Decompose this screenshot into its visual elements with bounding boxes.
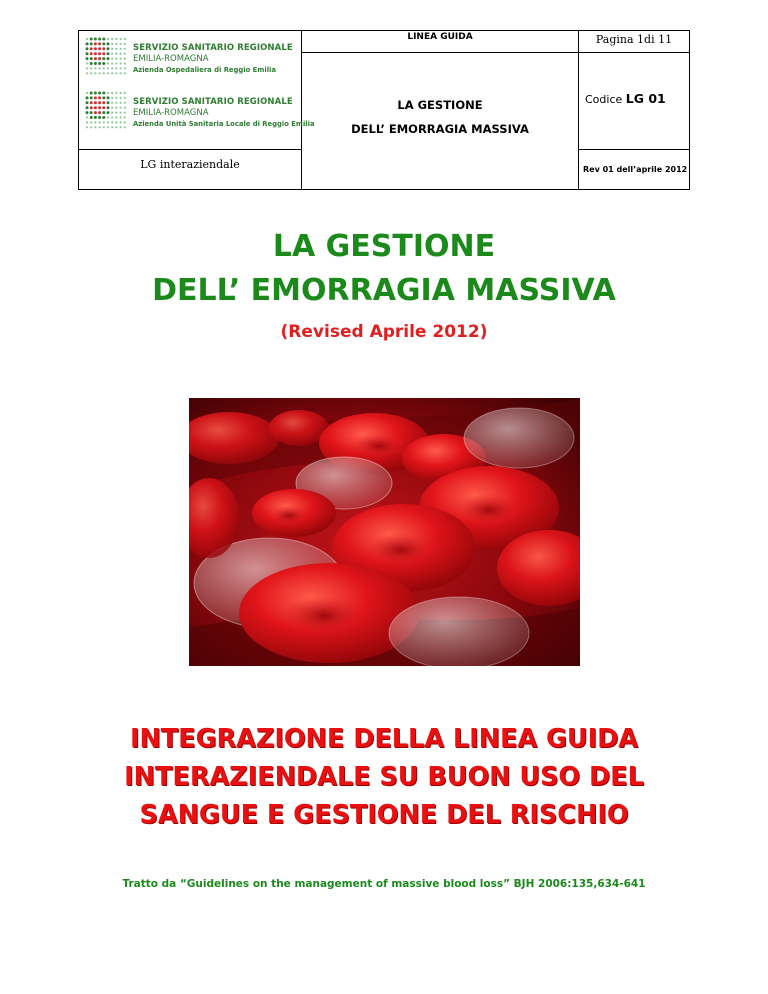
header-title-line2: DELL’ EMORRAGIA MASSIVA bbox=[351, 122, 529, 137]
page-number: Pagina 1di 11 bbox=[595, 33, 673, 46]
blood-cells-illustration bbox=[189, 398, 580, 666]
integration-title-line2: INTERAZIENDALE SU BUON USO DEL bbox=[124, 762, 644, 792]
logo2-line3: Azienda Unità Sanitaria Locale di Reggio Emilia bbox=[133, 120, 315, 128]
lg-interaziendale-cell bbox=[79, 149, 302, 189]
logo1-line3: Azienda Ospedaliera di Reggio Emilia bbox=[133, 66, 276, 74]
source-citation: Tratto da “Guidelines on the management of massive blood loss” BJH 2006:135,634-641 bbox=[122, 878, 646, 890]
logo-azienda-usl bbox=[85, 91, 315, 141]
code-label: Codice bbox=[585, 93, 623, 107]
header-title-line1: LA GESTIONE bbox=[397, 98, 483, 113]
revision-info: Rev 01 dell’aprile 2012 bbox=[583, 164, 688, 174]
codice-cell bbox=[579, 53, 690, 150]
regional-logo-icon bbox=[85, 37, 127, 77]
doc-title-cell bbox=[302, 53, 579, 190]
logos-cell bbox=[79, 31, 315, 150]
lg-interaziendale: LG interaziendale bbox=[140, 157, 240, 171]
main-title-line2: DELL’ EMORRAGIA MASSIVA bbox=[152, 273, 616, 308]
main-title-line1: LA GESTIONE bbox=[272, 229, 496, 264]
regional-logo-icon bbox=[85, 91, 127, 131]
logo-azienda-ospedaliera bbox=[85, 37, 299, 87]
pagina-cell bbox=[579, 31, 690, 53]
revised-date: (Revised Aprile 2012) bbox=[280, 322, 488, 342]
integration-title-line3: SANGUE E GESTIONE DEL RISCHIO bbox=[139, 800, 629, 830]
integration-title-line1: INTEGRAZIONE DELLA LINEA GUIDA bbox=[129, 724, 639, 754]
logo1-line2: EMILIA-ROMAGNA bbox=[133, 54, 209, 64]
header-table bbox=[78, 30, 690, 190]
header-doc-title bbox=[302, 93, 578, 141]
code-value: LG 01 bbox=[625, 91, 666, 107]
linea-guida-label: LINEA GUIDA bbox=[407, 32, 473, 42]
code-field bbox=[585, 91, 666, 106]
logo2-line2: EMILIA-ROMAGNA bbox=[133, 108, 209, 118]
linea-guida-cell bbox=[302, 31, 579, 53]
logo1-line1: SERVIZIO SANITARIO REGIONALE bbox=[133, 43, 293, 53]
rev-cell bbox=[579, 149, 690, 189]
red-blood-cells-image bbox=[189, 398, 580, 666]
logo2-line1: SERVIZIO SANITARIO REGIONALE bbox=[133, 97, 293, 107]
